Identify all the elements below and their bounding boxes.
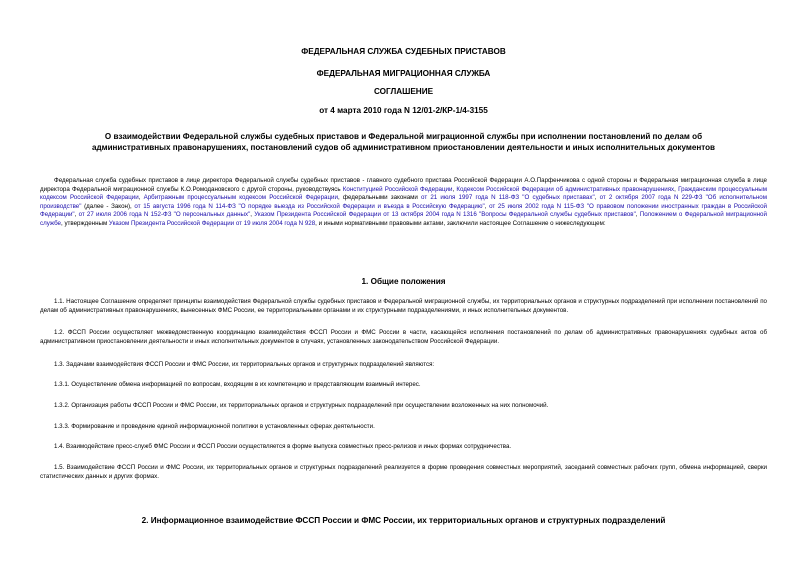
document-title-line-1: О взаимодействии Федеральной службы судебных приставов и Федеральной миграционной службы при исполнении постановлений по делам об (104, 132, 703, 141)
clause-1-1: 1.1. Настоящее Соглашение определяет принципы взаимодействия Федеральной службы судебных приставов и Федеральной миграционной службы, их территориальных органов и структурных подразделений при исполнении постановлений по делам об административных правонарушениях, вынесенных ФМС России, ее территориальными органами и их структурными подразделениями, и иных исполнительных документов. (40, 298, 767, 314)
link-koap[interactable]: Кодексом Российской Федерации об административных правонарушениях (456, 185, 675, 193)
link-law-115fz[interactable]: от 25 июля 2002 года N 115-ФЗ "О правовом положении иностранных граждан в Российской Федерации" (40, 202, 767, 219)
document-type: СОГЛАШЕНИЕ (373, 87, 434, 96)
clause-1-2: 1.2. ФССП России осуществляет межведомственную координацию взаимодействия ФССП России и ФМС России в части, касающейся исполнения постановлений по делам об административных правонарушениях судебных актов об административном приостановлении деятельности и иных исполнительных документов в случаях, установленных законодательством Российской Федерации. (40, 329, 767, 345)
clause-1-3-3: 1.3.3. Формирование и проведение единой информационной политики в установленных сферах деятельности. (54, 423, 375, 430)
clause-1-5: 1.5. Взаимодействие ФССП России и ФМС России, их территориальных органов и структурных подразделений реализуется в форме проведения совместных мероприятий, заседаний совместных рабочих групп, обмена информацией, сверки статистических данных и других формах. (40, 464, 767, 480)
link-decree-928[interactable]: Указом Президента Российской Федерации от 19 июля 2004 года N 928 (108, 219, 316, 227)
clause-1-4: 1.4. Взаимодействие пресс-служб ФМС России и ФССП России осуществляется в форме выпуска совместных пресс-релизов и иных формах сотрудничества. (54, 443, 512, 450)
clause-1-3-1: 1.3.1. Осуществление обмена информацией по вопросам, входящим в их компетенцию и представляющим взаимный интерес. (54, 381, 421, 388)
clause-1-3: 1.3. Задачами взаимодействия ФССП России и ФМС России, их территориальных органов и структурных подразделений являются: (54, 361, 435, 368)
section-2-heading: 2. Информационное взаимодействие ФССП России и ФМС России, их территориальных органов и структурных подразделений (141, 516, 666, 525)
document-title-line-2: административных правонарушениях, постановлений судов об административном приостановлении деятельности и иных исполнительных документов (91, 143, 716, 152)
section-1-heading: 1. Общие положения (361, 277, 446, 286)
link-law-114fz[interactable]: от 15 августа 1996 года N 114-ФЗ "О порядке выезда из Российской Федерации и въезда в Российскую Федерацию" (134, 202, 485, 210)
link-law-229fz[interactable]: от 2 октября 2007 года N 229-ФЗ "Об исполнительном производстве" (40, 194, 767, 210)
clause-1-3-2: 1.3.2. Организация работы ФССП России и ФМС России, их территориальных органов и структурных подразделений при осуществлении возложенных на них полномочий. (54, 402, 549, 409)
link-decree-1316[interactable]: Указом Президента Российской Федерации от 13 октября 2004 года N 1316 "Вопросы Федеральной службы судебных приставов" (254, 211, 636, 219)
link-law-152fz[interactable]: от 27 июля 2006 года N 152-ФЗ "О персональных данных" (78, 211, 251, 219)
document-date-number: от 4 марта 2010 года N 12/01-2/КР-1/4-3155 (319, 106, 488, 115)
link-fms-regulation[interactable]: Положением о Федеральной миграционной службе (40, 211, 767, 227)
agency-name-fms: ФЕДЕРАЛЬНАЯ МИГРАЦИОННАЯ СЛУЖБА (316, 69, 491, 78)
preamble-paragraph: Федеральная служба судебных приставов в лице директора Федеральной службы судебных приставов - главного судебного пристава Российской Федерации А.О.Парфенчикова с одной стороны и Федеральная миграционная служба в лице директора Федеральной миграционной службы К.О.Ромодановского с другой стороны, руководствуясь Конституцией Российской Федерации, Кодексом Российской Федерации об административных правонарушениях, Гражданским процессуальным кодексом Российской Федерации, Арбитражным процессуальным кодексом Российской Федерации, федеральными законами от 21 июля 1997 года N 118-ФЗ "О судебных приставах", от 2 октября 2007 года N 229-ФЗ "Об исполнительном производстве" (далее - Закон), от 15 августа 1996 года N 114-ФЗ "О порядке выезда из Российской Федерации и въезда в Российскую Федерацию", от 25 июля 2002 года N 115-ФЗ "О правовом положении иностранных граждан в Российской Федерации", от 27 июля 2006 года N 152-ФЗ "О персональных данных", Указом Президента Российской Федерации от 13 октября 2004 года N 1316 "Вопросы Федеральной службы судебных приставов", Положением о Федеральной миграционной службе, утвержденным Указом Президента Российской Федерации от 19 июля 2004 года N 928, и иными нормативными правовыми актами, заключили настоящее Соглашение о нижеследующем: (40, 177, 767, 227)
link-apk[interactable]: Арбитражным процессуальным кодексом Российской Федерации (143, 194, 338, 202)
link-law-118fz[interactable]: от 21 июля 1997 года N 118-ФЗ "О судебных приставах" (421, 194, 595, 202)
link-gpk[interactable]: Гражданским процессуальным кодексом Российской Федерации (40, 185, 767, 202)
agency-name-fssp: ФЕДЕРАЛЬНАЯ СЛУЖБА СУДЕБНЫХ ПРИСТАВОВ (301, 47, 506, 56)
document-title (40, 131, 767, 153)
link-constitution[interactable]: Конституцией Российской Федерации (342, 185, 453, 193)
